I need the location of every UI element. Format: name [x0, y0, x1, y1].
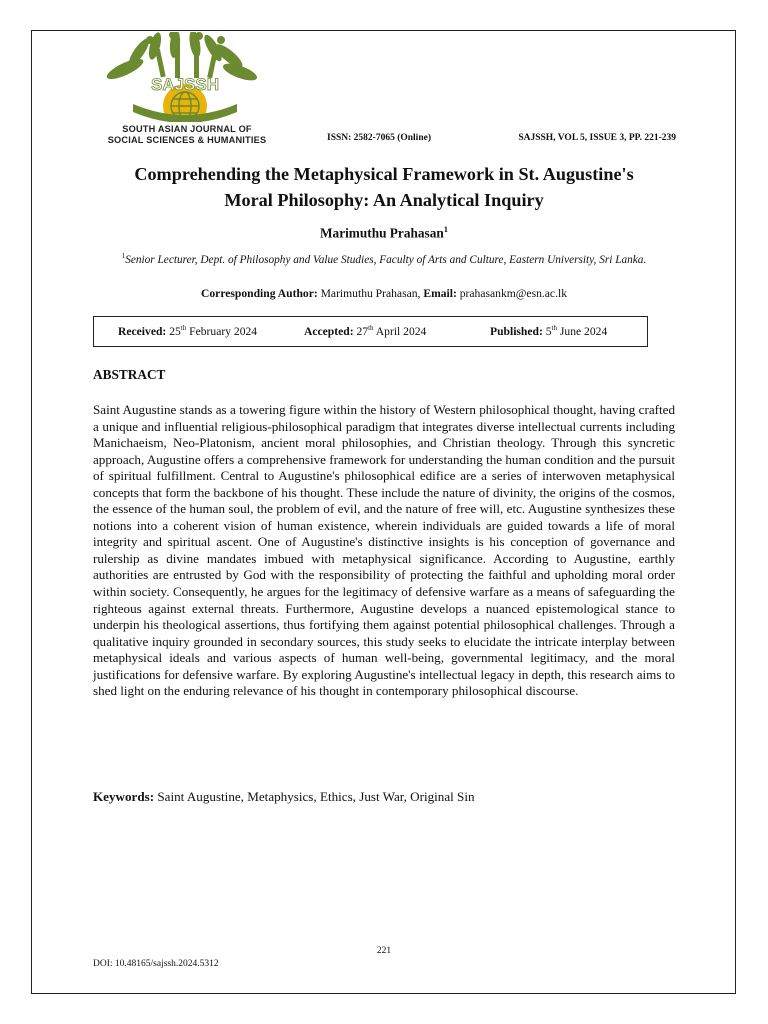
abstract-body: Saint Augustine stands as a towering figure within the history of Western philosophical thought, having crafted a unique and influential religious-philosophical paradigm that integrates diverse intellectual currents including Manichaeism, Neo-Platonism, ancient moral philosophies, and Christian theology. Through this syncretic approach, Augustine offers a comprehensive framework for understanding the human condition and the pursuit of spiritual fulfillment. Central to Augustine's philosophical edifice are a series of interwoven metaphysical concepts that form the backbone of his thought. These include the nature of divinity, the origins of the cosmos, the essence of the human soul, the problem of evil, and the nature of free will, etc. Augustine synthesizes these notions into a coherent vision of human existence, wherein individuals are guided towards a life of moral integrity and spiritual ascent. One of Augustine's distinctive insights is his conception of governance and rulership as divine mandates imbued with metaphysical significance. According to Augustine, earthly authorities are entrusted by God with the responsibility of protecting the faithful and upholding moral order within society. Consequently, he argues for the legitimacy of defensive warfare as a means of safeguarding the righteous against external threats. Furthermore, Augustine develops a nuanced epistemological stance to underpin his theological assertions, thus fortifying them against potential philosophical challenges. Through a qualitative inquiry grounded in secondary sources, this study seeks to elucidate the intricate interplay between metaphysical ideals and various aspects of human well-being, governmental legitimacy, and the moral justifications for defensive warfare. By exploring Augustine's intellectual legacy in depth, this research aims to shed light on the enduring relevance of his thought in contemporary philosophical discourse. [93, 402, 675, 699]
page-number: 221 [376, 946, 392, 956]
corresponding-name: Marimuthu Prahasan, [317, 287, 424, 300]
received-day: 25 [166, 324, 181, 338]
journal-name-line1: SOUTH ASIAN JOURNAL OF [122, 124, 252, 134]
corresponding-author [90, 287, 678, 300]
published-suffix: th [551, 324, 557, 332]
email-label: Email: [423, 287, 457, 300]
published-rest: June 2024 [557, 324, 608, 338]
keywords [93, 789, 675, 805]
logo-text: SAJSSH [150, 75, 220, 94]
accepted-suffix: th [368, 324, 374, 332]
abstract-heading: ABSTRACT [93, 367, 166, 382]
keywords-label: Keywords: [93, 789, 155, 804]
published-date [490, 324, 607, 338]
received-date [118, 324, 257, 338]
published-day: 5 [542, 324, 552, 338]
accepted-label: Accepted: [304, 324, 354, 338]
accepted-day: 27 [353, 324, 369, 338]
article-title [90, 161, 678, 213]
email-address[interactable]: prahasankm@esn.ac.lk [456, 287, 567, 300]
keywords-list: Saint Augustine, Metaphysics, Ethics, Just War, Original Sin [154, 789, 475, 804]
affiliation-text: Senior Lecturer, Dept. of Philosophy and Value Studies, Faculty of Arts and Culture, Eastern University, Sri Lanka. [125, 253, 647, 266]
accepted-rest: April 2024 [373, 324, 427, 338]
journal-name-line2: SOCIAL SCIENCES & HUMANITIES [107, 134, 267, 145]
journal-name [90, 124, 284, 145]
received-rest: February 2024 [186, 324, 258, 338]
issn: ISSN: 2582-7065 (Online) [327, 133, 431, 143]
corresponding-label: Corresponding Author: [201, 287, 318, 300]
affiliation-sup: 1 [121, 252, 126, 260]
author-sup: 1 [443, 224, 448, 234]
received-suffix: th [180, 324, 187, 332]
accepted-date [304, 324, 426, 338]
affiliation [100, 249, 668, 267]
title-line2: Moral Philosophy: An Analytical Inquiry [224, 190, 544, 210]
volume-info: SAJSSH, VOL 5, ISSUE 3, PP. 221-239 [518, 133, 676, 143]
received-label: Received: [118, 324, 167, 338]
doi[interactable]: DOI: 10.48165/sajssh.2024.5312 [93, 959, 219, 969]
published-label: Published: [490, 324, 543, 338]
author-text: Marimuthu Prahasan [320, 225, 444, 241]
author-name [90, 224, 678, 241]
dates-box [93, 316, 648, 347]
title-line1: Comprehending the Metaphysical Framework in St. Augustine's [134, 164, 634, 184]
